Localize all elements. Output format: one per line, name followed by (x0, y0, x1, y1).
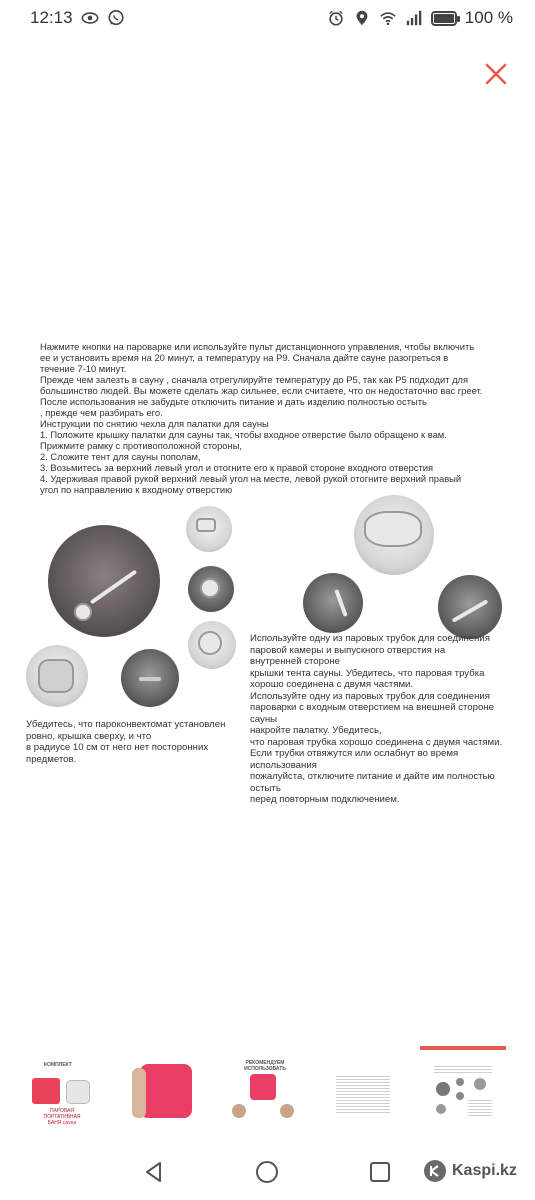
navigation-bar (0, 1140, 535, 1200)
caption-steamer-placement (26, 719, 251, 765)
instruction-line: Инструкции по снятию чехла для палатки для сауны (40, 418, 269, 429)
kaspi-brand (424, 1160, 517, 1182)
caption-line: пожалуйста, отключите питание и дайте им полностью (250, 771, 495, 782)
caption-line: накройте палатку. Убедитесь, (250, 725, 382, 736)
status-time: 12:13 (30, 8, 73, 27)
eye-icon (81, 9, 99, 27)
instruction-line: угол по направлению к входному отверстию (40, 484, 233, 495)
caption-tube-connection (250, 633, 518, 806)
caption-line: Убедитесь, что пароконвектомат установлен (26, 719, 226, 730)
caption-line: использования (250, 759, 317, 771)
instruction-line: 2. Сложите тент для сауны пополам, (40, 451, 201, 462)
instruction-text (40, 341, 510, 495)
thumb-text-instructions[interactable] (328, 1056, 398, 1124)
whatsapp-icon (107, 9, 125, 27)
location-icon (353, 9, 371, 27)
text-preview (434, 1064, 492, 1074)
photo-tent-with-steamer (48, 525, 160, 637)
instruction-line: Прижмите рамку с противоположной стороны, (40, 440, 243, 451)
instruction-line: Прежде чем залезть в сауну , сначала отрегулируйте температуру до P5, так как P5 подходит для (40, 374, 469, 385)
photo-dot (436, 1082, 450, 1096)
caption-line: хорошо соединена с двумя частями. (250, 679, 414, 690)
photo-steamer-lid (354, 495, 434, 575)
tent-image (32, 1078, 60, 1104)
instruction-image (18, 335, 518, 805)
photo-tube-fitting-2 (188, 566, 234, 612)
signal-icon (405, 9, 423, 27)
thumb-current-instructions[interactable] (428, 1056, 498, 1124)
caption-line: в радиусе 10 см от него нет посторонних (26, 742, 209, 753)
instruction-line: После использования не забудьте отключить питание и дать изделию полностью остыть (40, 396, 427, 407)
caption-line: крышки тента сауны. Убедитесь, что паровая трубка (250, 667, 485, 679)
caption-line: предметов. (26, 753, 77, 765)
photo-tent-inlet (303, 573, 363, 633)
status-bar (0, 0, 535, 36)
instruction-line: большинство людей. Вы можете сделать жар сильнее, если считаете, что он недостаточно вас греет. (40, 385, 483, 396)
close-button[interactable] (480, 58, 512, 90)
back-button[interactable] (140, 1158, 168, 1186)
kaspi-brand-text: Kaspi.kz (452, 1162, 517, 1179)
photo-tube-fitting-1 (186, 506, 232, 552)
caption-line: пароварки с входным отверстием на внешней стороне (250, 702, 494, 713)
text-preview (468, 1098, 492, 1116)
alarm-icon (327, 9, 345, 27)
wifi-icon (379, 9, 397, 27)
photo-tent-outlet (438, 575, 502, 639)
caption-line: Если трубки отвяжутся или ослабнут во время (250, 748, 459, 759)
photo-dot (456, 1092, 464, 1100)
caption-line: Используйте одну из паровых трубок для соединения (250, 690, 490, 702)
face-image (280, 1104, 294, 1118)
recents-square-icon (368, 1160, 392, 1184)
instruction-line: 4. Удерживая правой рукой верхний левый угол на месте, левой рукой отогните верхний правый (40, 473, 462, 484)
caption-line: остыть (250, 782, 281, 794)
photo-steamer-top (26, 645, 88, 707)
recents-button[interactable] (366, 1158, 394, 1186)
kaspi-logo-icon (424, 1160, 446, 1182)
photo-tube-fitting-3 (188, 621, 236, 669)
thumb-heading: РЕКОМЕНДУЕМ ИСПОЛЬЗОВАТЬ (244, 1060, 286, 1072)
caption-line: ровно, крышка сверху, и что (26, 730, 152, 742)
instruction-line: Нажмите кнопки на пароварке или используйте пульт дистанционного управления, чтобы включить (40, 341, 475, 352)
photo-tent-door (121, 649, 179, 707)
instruction-line: 3. Возьмитесь за верхний левый угол и отогните его к правой стороне входного отверстия (40, 462, 434, 473)
battery-percent: 100 % (464, 8, 513, 27)
caption-line: паровой камеры и выпускного отверстия на (250, 644, 446, 656)
caption-line: Используйте одну из паровых трубок для соединения (250, 633, 490, 644)
photo-dot (456, 1078, 464, 1086)
model-image (132, 1068, 146, 1118)
caption-line: что паровая трубка хорошо соединена с двумя частями. (250, 736, 503, 748)
home-circle-icon (254, 1159, 280, 1185)
back-triangle-icon (142, 1160, 166, 1184)
photo-dot (436, 1104, 446, 1114)
face-image (232, 1104, 246, 1118)
active-thumbnail-indicator (420, 1046, 506, 1050)
thumb-set-contents[interactable] (28, 1056, 98, 1124)
photo-dot (474, 1078, 486, 1090)
thumb-caption: ПАРОВАЯ ПОРТАТИВНАЯ БАНЯ сауна (43, 1108, 81, 1124)
tent-image (250, 1074, 276, 1100)
tent-image (140, 1064, 192, 1118)
thumb-recommendations[interactable] (228, 1056, 298, 1124)
caption-line: внутренней стороне (250, 656, 340, 667)
text-preview (336, 1074, 390, 1114)
caption-line: перед повторным подключением. (250, 794, 400, 805)
thumb-model-photo[interactable] (128, 1056, 198, 1124)
battery-icon (431, 11, 457, 26)
home-button[interactable] (253, 1158, 281, 1186)
instruction-line: , прежде чем разбирать его. (40, 407, 163, 418)
instruction-line: 1. Положите крышку палатки для сауны так, чтобы входное отверстие было обращено к вам. (40, 429, 447, 440)
thumbnail-strip (0, 1046, 535, 1126)
caption-line: сауны (250, 713, 278, 725)
instruction-line: ее и установить время на 20 минут, а температуру на P9. Сначала дайте сауне разогреться в (40, 352, 449, 363)
instruction-line: течение 7-10 минут. (40, 363, 127, 374)
steamer-image (66, 1080, 90, 1104)
close-icon (484, 62, 508, 86)
thumb-heading: КОМПЛЕКТ (44, 1062, 72, 1068)
